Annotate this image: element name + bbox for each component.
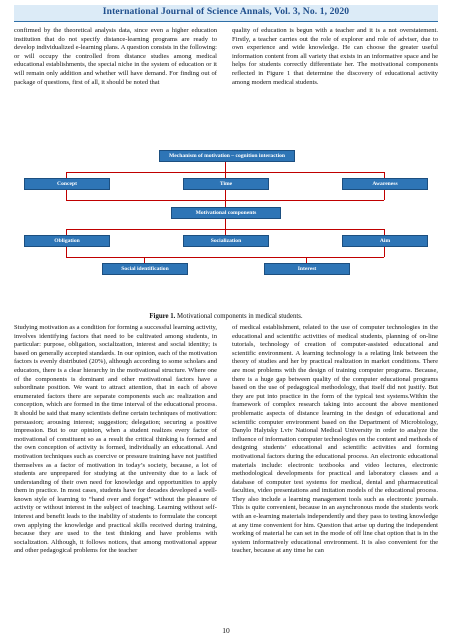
figure-1-diagram [14, 150, 438, 310]
paragraph: confirmed by the theoretical analysis data, since even a higher education institution that do not specify distance-learning programs are ready to develop individualized e-learning plans. A question consists in the following: or will occupy the controlled from distance studies among medical educational establishments, the special niche in the system of education or it will remain only addition and whether will have demand. For finding out of package of questions, first of all, it should be noted that [14, 27, 217, 86]
connector-line [225, 190, 226, 200]
box-awareness: Awareness [342, 178, 428, 190]
paragraph: of medical establishment, related to the use of computer technologies in the educational and scientific activities of medical students, planning of on-line tutorials, technology of creation of computer-assisted educational and scientific environment. A learning technology is a relating link between the theory of studies and her by practical realization in market conditions. There are most problems with the design of training computer programs. Because, there is a huge gap between quality of the computer educational programs based on the use of pedagogical methodology, that itself did not justify. But they are put into practice in the form of the typical test systems.Within the framework of complex research taking into account the above mentioned problematic aspects of distance learning in the design of educational and scientific computer environment based on the Department of Microbiology, Danylo Halytsky Lviv National Medical University in order to analyze the influence of information computer technologies on the content and methods of designing students’ educational and scientific activities and forming motivational factors during the educational process. An electronic educational materials include: electronic textbooks and video lectures, electronic methodological developments for practical and laboratory classes and a database of computer test systems for medical, dental and pharmaceutical faculties, video presentations and imitation models of the educational process. They also include a learning management tools such as electronic journals. This is quite convenient, because in an asynchronous mode the students work with an e-learning materials independently and they pass to testing knowledge at any time convenient for him. Question that arise up during the independent working of material he can set in the mode of off line chat option that is in the system informatively educational environment. It is also convenient for the teacher, because at any time he can [232, 324, 438, 555]
page-number: 10 [222, 626, 230, 635]
paragraph: quality of education is begun with a teacher and it is a not overstatement. Firstly, a teacher carries out the role of explorer and role of adviser, due to own experience and wide knowledge. He can choose the greater useful information content from all variety that exists in an informative space and he helps for students correctly differentiate her. The motivational components reflected in Figure 1 that determine the discovery of educational activity among modern medical students. [232, 27, 438, 86]
box-aim: Aim [342, 235, 428, 247]
paragraph: Studying motivation as a condition for forming a successful learning activity, involves identifying factors that need to be cultivated among students, in particular: purpose, obligation, socialization, interest and social identity; is based on generally accepted standards. In our opinion, each of the motivation factors is evenly distributed (20%), although according to some scholars and educators, there is a clear hierarchy in the motivational structure. Where one of the components is dominant and other motivational factors have a subordinate position. We want to attract attention, that in each of above enumerated factors there are separate components such as: realization and conception, which are formed in the time interval of the educational process. It should be said that many scientists define certain techniques of motivation: persuasion; arousing interest; suggestion; delegation; securing a positive impression. But to our opinion, when a student realizes every factor of motivational of constituent so as a result the critical thinking is formed and the own conception of activity is formed, individually an educational. And motivation techniques such as coercive or pressure training have not justified themselves as a factor of motivation in today’s society, because, a lot of students are unprepared for studying at the university due to a lack of understanding of their own need for knowledge and opportunities to apply them in practice. In most cases, students have for decades developed a well-known style of learning to “hand over and forget” without the pleasure of activity or without interest in the subject of teaching. Learning without self-interest and benefit leads to the inability of students to formulate the concept own applying the knowledge and practical skills received during training, because they are used to the test thinking and have problems with socialization. Although, it follows notices, that among motivational appear and other pedagogical problems for the teacher [14, 324, 217, 555]
connector-line [66, 190, 67, 200]
figure-caption [14, 313, 438, 320]
connector-line [225, 219, 226, 229]
box-motivational-components: Motivational components [171, 207, 281, 219]
connector-line [66, 257, 384, 258]
box-concept: Concept [24, 178, 110, 190]
bottom-left-column [14, 324, 217, 556]
box-socialization: Socialization [183, 235, 269, 247]
connector-line [384, 247, 385, 257]
figure-caption-text: Motivational components in medical students. [175, 313, 303, 320]
bottom-right-column [232, 324, 438, 556]
box-obligation: Obligation [24, 235, 110, 247]
journal-header [14, 5, 438, 22]
top-right-column [232, 27, 438, 87]
connector-line [66, 247, 67, 257]
box-mechanism-of-motivation: Mechanism of motivation – cognition interaction [159, 150, 295, 162]
connector-line [384, 190, 385, 200]
box-social-identification: Social identification [102, 263, 188, 275]
box-interest: Interest [264, 263, 350, 275]
journal-title: International Journal of Science Annals, Vol. 3, No. 1, 2020 [102, 6, 350, 17]
connector-line [225, 200, 226, 207]
figure-label: Figure 1. [149, 313, 176, 320]
box-time: Time [183, 178, 269, 190]
top-left-column [14, 27, 217, 87]
connector-line [225, 162, 226, 172]
